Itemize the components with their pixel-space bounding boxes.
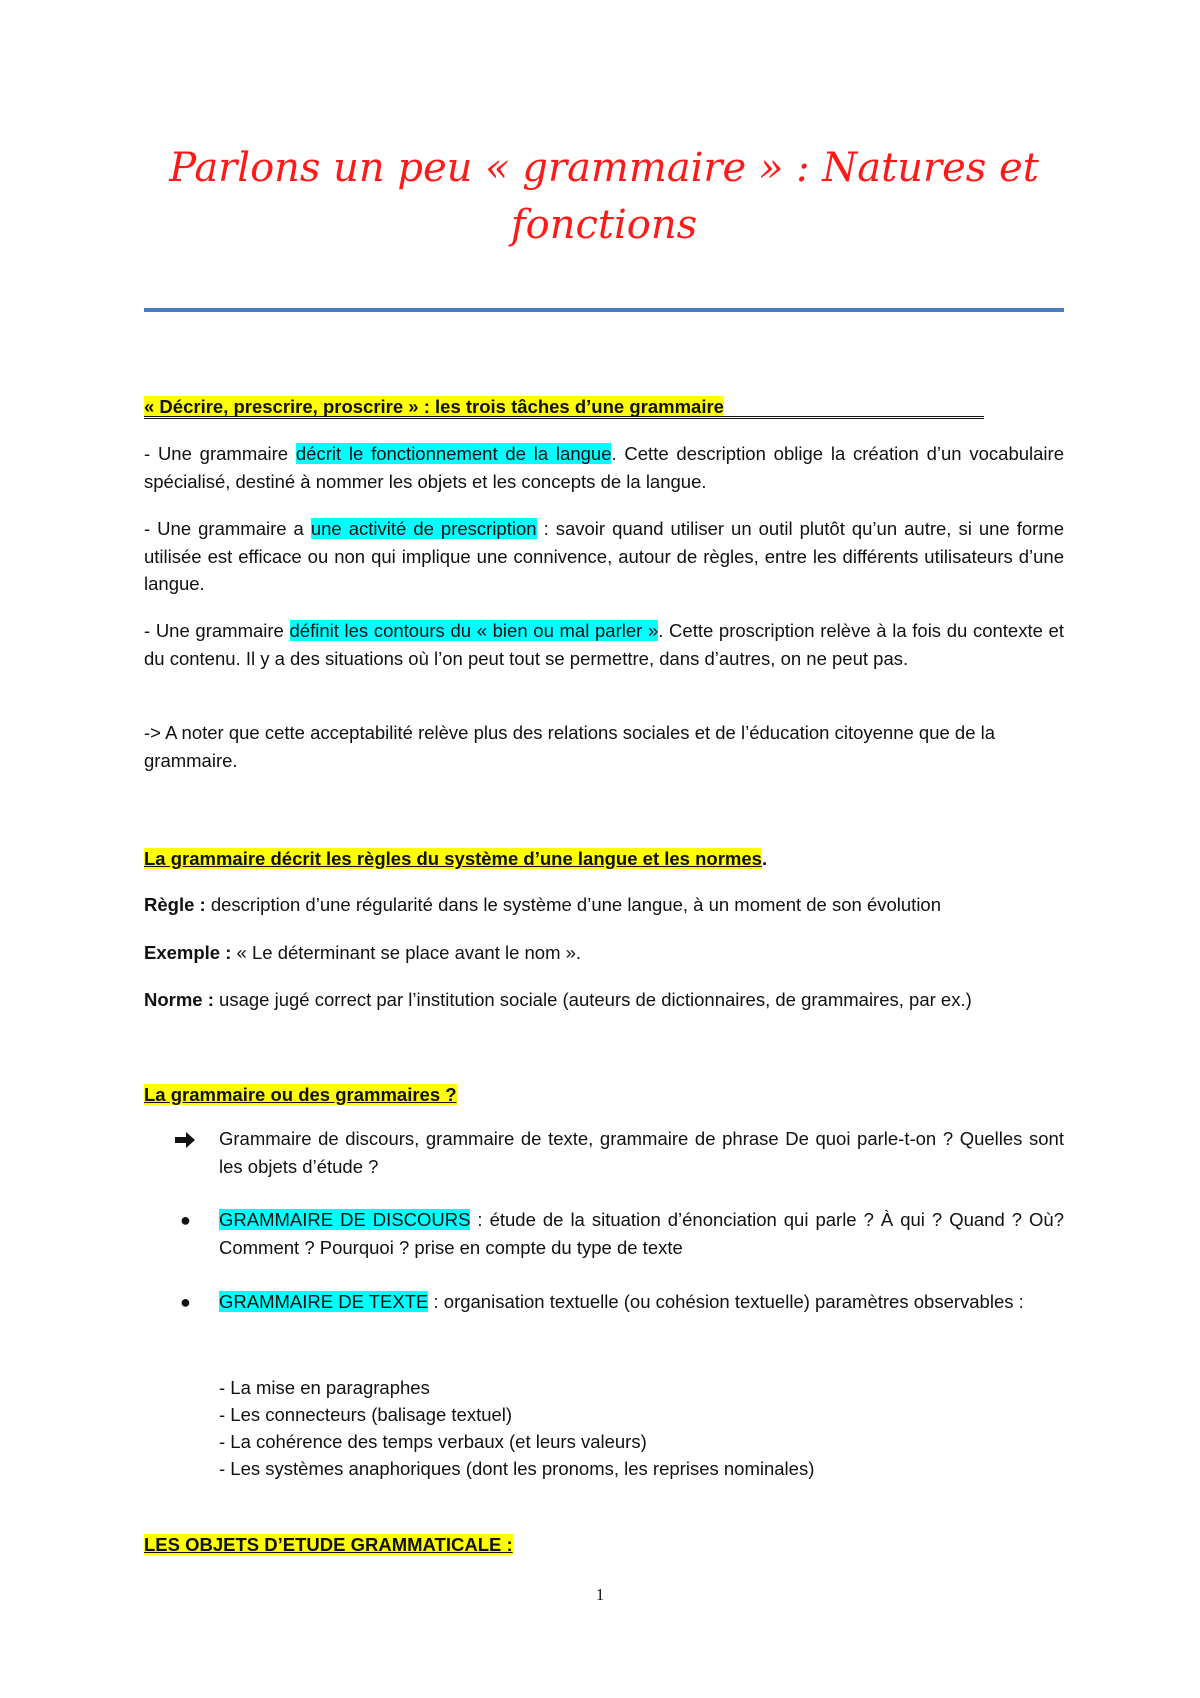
definition-exemple: Exemple : « Le déterminant se place avant le nom ». (144, 942, 582, 963)
arrow-right-icon (175, 1131, 195, 1149)
definition-norme: Norme : usage jugé correct par l’institution sociale (auteurs de dictionnaires, de grammaires, par ex.) (144, 989, 972, 1010)
title-divider (144, 308, 1064, 312)
list-item: - Les connecteurs (balisage textuel) (219, 1404, 513, 1425)
list-item: - La mise en paragraphes (219, 1377, 430, 1398)
heading-underline (144, 416, 984, 419)
bullet-icon: ● (180, 1292, 191, 1312)
list-item: - La cohérence des temps verbaux (et leurs valeurs) (219, 1431, 647, 1452)
arrow-list-item: Grammaire de discours, grammaire de texte, grammaire de phrase De quoi parle-t-on ? Quelles sont les objets d’étude ? (219, 1128, 1064, 1177)
list-item: - Les systèmes anaphoriques (dont les pronoms, les reprises nominales) (219, 1458, 815, 1479)
paragraph-decrire: - Une grammaire décrit le fonctionnement de la langue. Cette description oblige la création d’un vocabulaire spécialisé, destiné à nommer les objets et les concepts de la langue. (144, 443, 1064, 492)
page-title: Parlons un peu « grammaire » : Natures et fonctions (169, 145, 1039, 248)
section-heading-grammaires: La grammaire ou des grammaires ? (144, 1084, 457, 1105)
definition-regle: Règle : description d’une régularité dans le système d’une langue, à un moment de son évolution (144, 894, 942, 915)
note-paragraph: -> A noter que cette acceptabilité relève plus des relations sociales et de l’éducation citoyenne que de la grammaire. (144, 722, 996, 771)
bullet-icon: ● (180, 1210, 191, 1230)
section-heading-regles: La grammaire décrit les règles du système d’une langue et les normes. (144, 848, 768, 869)
page-number: 1 (595, 1585, 605, 1604)
bullet-item-discours: GRAMMAIRE DE DISCOURS : étude de la situation d’énonciation qui parle ? À qui ? Quand ? Où? Comment ? Pourquoi ? prise en compte du type de texte (219, 1209, 1064, 1258)
paragraph-proscrire: - Une grammaire définit les contours du « bien ou mal parler ». Cette proscription relève à la fois du contexte et du contenu. Il y a des situations où l’on peut tout se permettre, dans d’autres, on ne peut pas. (144, 620, 1064, 669)
bullet-item-texte: GRAMMAIRE DE TEXTE : organisation textuelle (ou cohésion textuelle) paramètres observables : (219, 1291, 1024, 1312)
section-heading-objets: LES OBJETS D’ETUDE GRAMMATICALE : (144, 1534, 513, 1555)
paragraph-prescrire: - Une grammaire a une activité de prescription : savoir quand utiliser un outil plutôt qu’un autre, si une forme utilisée est efficace ou non qui implique une connivence, autour de règles, entre les différents utilisateurs d’une langue. (144, 518, 1064, 594)
section-heading-taches: « Décrire, prescrire, proscrire » : les trois tâches d’une grammaire (144, 396, 724, 417)
